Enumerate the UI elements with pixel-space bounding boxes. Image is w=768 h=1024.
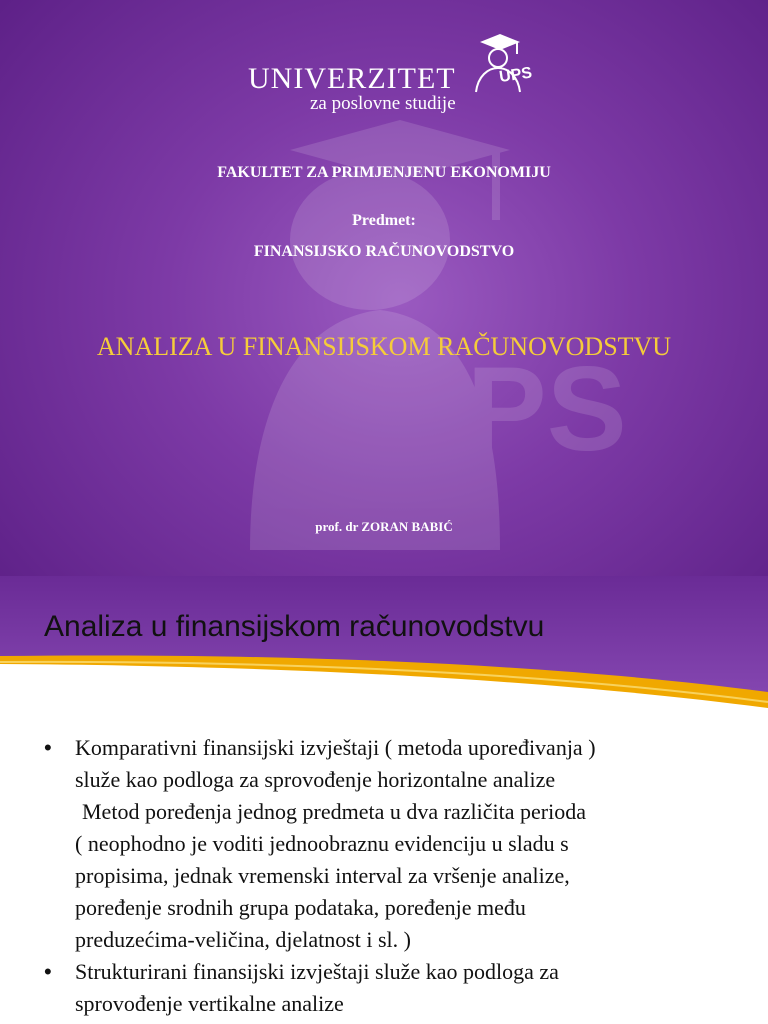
paragraph-line: propisima, jednak vremenski interval za vršenje analize, xyxy=(75,863,570,888)
slide-title: Analiza u finansijskom računovodstvu xyxy=(44,610,545,643)
subject-name: FINANSIJSKO RAČUNOVODSTVO xyxy=(253,243,515,260)
bullet-marker: • xyxy=(44,959,52,984)
subject-label: Predmet: xyxy=(352,212,416,229)
bullet-text-line: Strukturirani finansijski izvještaji služe kao podloga za xyxy=(75,959,559,984)
graduate-cap-icon xyxy=(470,32,534,94)
list-item xyxy=(44,956,744,1020)
paragraph-line: ( neophodno je voditi jednoobraznu evidenciju u sladu s xyxy=(75,831,569,856)
faculty-name: FAKULTET ZA PRIMJENJENU EKONOMIJU xyxy=(217,164,551,181)
university-logo xyxy=(248,60,534,120)
list-item xyxy=(44,732,744,796)
paragraph-line: poređenje srodnih grupa podataka, poređenje među xyxy=(75,895,526,920)
paragraph-line: preduzećima-veličina, djelatnost i sl. ) xyxy=(75,927,411,952)
bullet-text-line: Komparativni finansijski izvještaji ( metoda upoređivanja ) xyxy=(75,735,596,760)
bullet-text-line: služe kao podloga za sprovođenje horizontalne analize xyxy=(75,767,556,792)
bullet-text-line: sprovođenje vertikalne analize xyxy=(75,991,344,1016)
logo-subtitle: za poslovne studije xyxy=(310,93,456,114)
svg-text:UPS: UPS xyxy=(380,342,627,476)
lecture-title: ANALIZA U FINANSIJSKOM RAČUNOVODSTVU xyxy=(96,332,672,361)
author-name: prof. dr ZORAN BABIĆ xyxy=(315,519,453,534)
content-slide xyxy=(0,576,768,1024)
paragraph: Metod poređenja jednog predmeta u dva različita perioda xyxy=(82,799,586,824)
bullet-marker: • xyxy=(44,735,52,760)
logo-title: UNIVERZITET xyxy=(248,62,456,95)
paragraph xyxy=(44,828,744,956)
bullet-list xyxy=(44,732,744,1020)
svg-text:UPS: UPS xyxy=(498,64,534,86)
